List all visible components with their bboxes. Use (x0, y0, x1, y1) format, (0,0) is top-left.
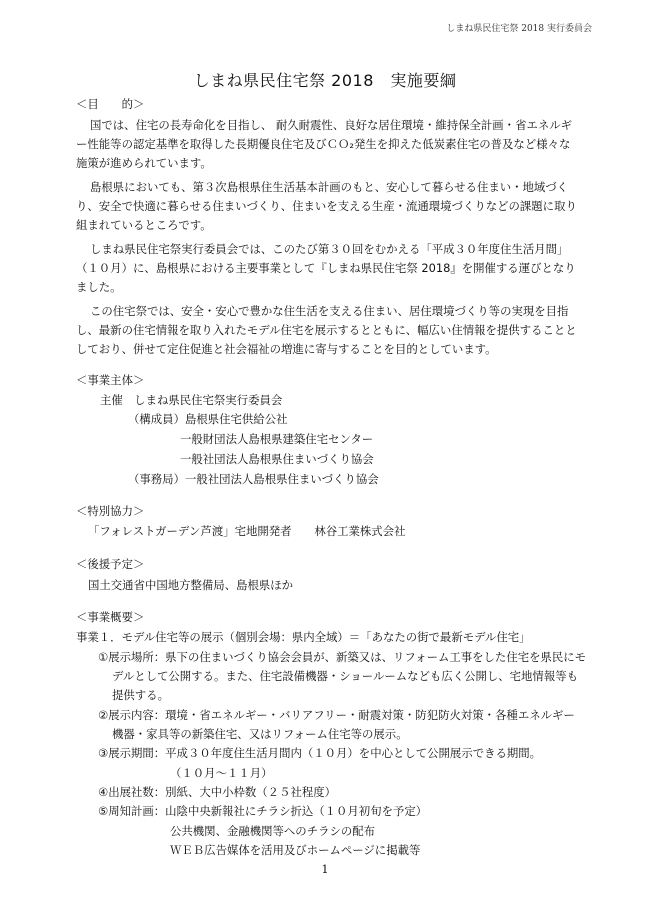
organizer-line: 主催 しまね県民住宅祭実行委員会 (100, 393, 283, 407)
support-line: 国土交通省中国地方整備局、島根県ほか (88, 578, 294, 592)
organizer-line: （構成員）島根県住宅供給公社 (128, 412, 288, 426)
purpose-line: 施策が進められています。 (76, 156, 212, 170)
overview-line: ＷＥＢ広告媒体を活用及びホームページに掲載等 (170, 843, 421, 857)
purpose-line: この住宅祭では、安全・安心で豊かな住生活を支える住まい、居住環境づくり等の実現を目指 (90, 304, 569, 318)
purpose-line: 国では、住宅の長寿命化を目指し、 耐久耐震性、良好な居住環境・維持保全計画・省エネルギ (90, 118, 573, 132)
purpose-line: （１０月）に、島根県における主要事業として『しまね県民住宅祭 2018』を開催する運びとなり (76, 261, 576, 275)
page-header: しまね県民住宅祭 2018 実行委員会 (446, 24, 592, 34)
overview-line: ②展示内容：環境・省エネルギー・バリアフリー・耐震対策・防犯防火対策・各種エネルギー (98, 708, 575, 722)
purpose-heading: ＜目 的＞ (76, 97, 145, 111)
page-number: 1 (321, 863, 329, 876)
purpose-line: り、安全で快適に暮らせる住まいづくり、住まいを支える生産・流通環境づくりなどの課題に取り (76, 199, 577, 213)
purpose-line: ー性能等の認定基準を取得した長期優良住宅及びＣＯ₂発生を抑えた低炭素住宅の普及など様々な (76, 137, 571, 151)
overview-line: ⑤周知計画：山陰中央新報社にチラシ折込（１０月初旬を予定） (98, 804, 428, 818)
purpose-line: ました。 (76, 280, 122, 294)
overview-line: デルとして公開する。また、住宅設備機器・ショールームなども広く公開し、宅地情報等も (112, 669, 578, 683)
support-heading: ＜後援予定＞ (76, 557, 145, 571)
overview-line: （１０月～１１月） (170, 766, 273, 780)
overview-line: 公共機関、金融機関等へのチラシの配布 (170, 824, 376, 838)
purpose-line: し、最新の住宅情報を取り入れたモデル住宅を展示するとともに、幅広い住情報を提供することと (76, 323, 577, 337)
overview-line: ③展示期間：平成３０年度住生活月間内（１０月）を中心として公開展示できる期間。 (98, 746, 542, 760)
organizer-heading: ＜事業主体＞ (76, 373, 145, 387)
cooperation-line: 「フォレストガーデン芦渡」宅地開発者 林谷工業株式会社 (88, 524, 406, 538)
cooperation-heading: ＜特別協力＞ (76, 504, 145, 518)
overview-line: ①展示場所：県下の住まいづくり協会会員が、新築又は、リフォーム工事をした住宅を県民にモ (98, 650, 587, 664)
purpose-line: 島根県においても、第３次島根県住生活基本計画のもと、安心して暮らせる住まい・地域づく (90, 180, 569, 194)
overview-heading: ＜事業概要＞ (76, 610, 145, 624)
organizer-line: 一般社団法人島根県住まいづくり協会 (180, 452, 374, 466)
purpose-line: 組まれているところです。 (76, 218, 212, 232)
purpose-line: しており、併せて定住促進と社会福祉の増進に寄与することを目的としています。 (76, 342, 497, 356)
overview-line: 事業１．モデル住宅等の展示（個別会場：県内全域）＝「あなたの街で最新モデル住宅」 (76, 630, 531, 644)
overview-line: ④出展社数：別紙、大中小枠数（２５社程度） (98, 785, 337, 799)
organizer-line: （事務局）一般社団法人島根県住まいづくり協会 (128, 472, 379, 486)
organizer-line: 一般財団法人島根県建築住宅センター (180, 432, 374, 446)
overview-line: 機器・家具等の新築住宅、又はリフォーム住宅等の展示。 (112, 727, 408, 741)
document-title: しまね県民住宅祭 2018 実施要綱 (193, 71, 457, 90)
purpose-line: しまね県民住宅祭実行委員会では、このたび第３０回をむかえる「平成３０年度住生活月間」 (90, 242, 569, 256)
overview-line: 提供する。 (112, 688, 169, 702)
